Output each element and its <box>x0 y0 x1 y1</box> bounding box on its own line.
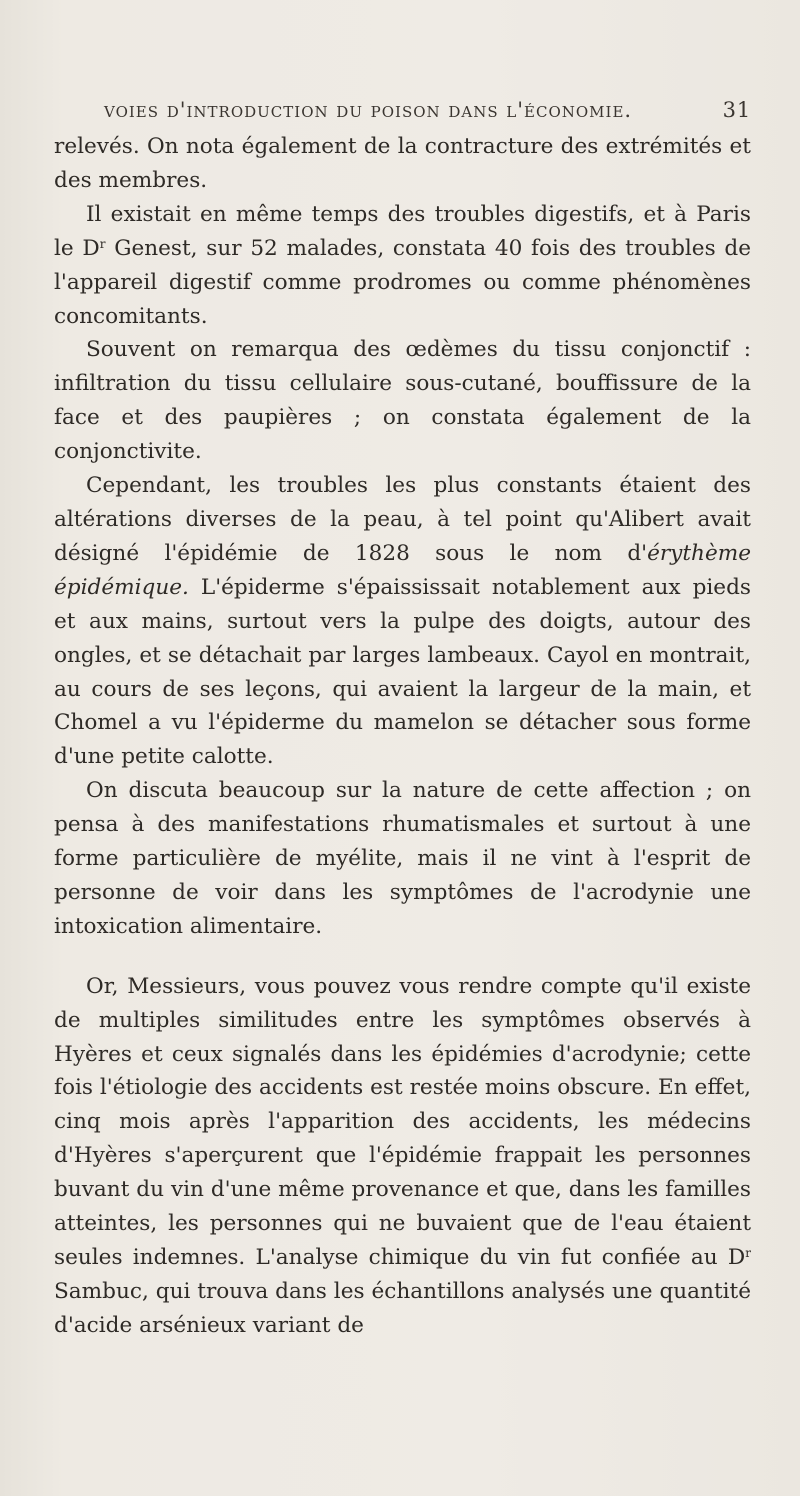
running-title: voies d'introduction du poison dans l'économie. <box>104 98 633 122</box>
paragraph-5 <box>54 774 751 944</box>
paragraph-6-text-a: Or, Messieurs, vous pouvez vous rendre compte qu'il existe de multiples similitudes entre les symptômes observés à Hyères et ceux signalés dans les épidémies d'acrodynie; cette fois l'étiologie des accidents est restée moins obscure. En effet, cinq mois après l'apparition des accidents, les médecins d'Hyères s'aperçurent que l'épidémie frappait les personnes buvant du vin d'une même provenance et que, dans les familles atteintes, les personnes qui ne buvaient que de l'eau étaient seules indemnes. L'analyse chimique du vin fut confiée au D <box>54 973 751 1270</box>
paragraph-5-text: On discuta beaucoup sur la nature de cette affection ; on pensa à des manifestations rhumatismales et surtout à une forme particulière de myélite, mais il ne vint à l'esprit de personne de voir dans les symptômes de l'acrodynie une intoxication alimentaire. <box>54 778 751 939</box>
running-header <box>104 98 751 122</box>
body-text <box>54 130 751 1343</box>
paragraph-4-text-b: L'épiderme s'épaississait notablement aux pieds et aux mains, surtout vers la pulpe des doigts, autour des ongles, et se détachait par larges lambeaux. Cayol en montrait, au cours de ses leçons, qui avaient la largeur de la main, et Chomel a vu l'épiderme du mamelon se détacher sous forme d'une petite calotte. <box>54 574 751 770</box>
paragraph-4 <box>54 469 751 774</box>
paragraph-2-text-a: Il existait en même temps des troubles digestifs, et à Paris le D <box>54 201 751 261</box>
paragraph-3 <box>54 333 751 469</box>
paragraph-6-text-b: Sambuc, qui trouva dans les échantillons analysés une quantité d'acide arsénieux variant de <box>54 1278 751 1338</box>
paragraph-1 <box>54 130 751 198</box>
paragraph-3-text: Souvent on remarqua des œdèmes du tissu conjonctif : infiltration du tissu cellulaire sous-cutané, bouffissure de la face et des paupières ; on constata également de la conjonctivite. <box>54 337 751 465</box>
paragraph-4-text-a: Cependant, les troubles les plus constants étaient des altérations diverses de la peau, à tel point qu'Alibert avait désigné l'épidémie de 1828 sous le nom d' <box>54 473 751 566</box>
page-number: 31 <box>722 98 751 122</box>
paragraph-1-text: relevés. On nota également de la contracture des extrémités et des membres. <box>54 134 751 193</box>
paragraph-2-text-b: Genest, sur 52 malades, constata 40 fois des troubles de l'appareil digestif comme prodromes ou comme phénomènes concomitants. <box>54 235 751 329</box>
paragraph-6 <box>54 970 751 1343</box>
doctor-superscript: r <box>745 1246 751 1260</box>
doctor-superscript: r <box>99 236 106 251</box>
paragraph-2 <box>54 198 751 334</box>
italic-term: érythème épidémique. <box>54 540 751 600</box>
